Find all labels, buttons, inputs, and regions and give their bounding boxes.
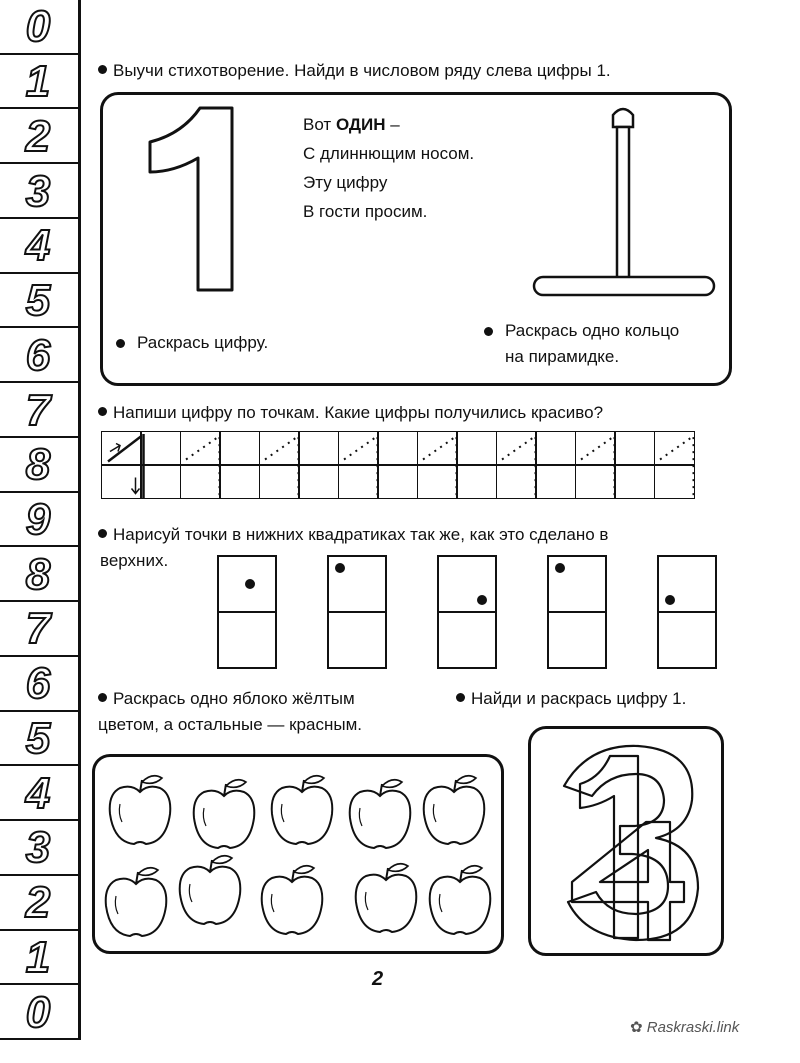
sample-dot [245,579,255,589]
apple [106,868,167,936]
strip-number[interactable]: 1 [25,57,51,107]
sample-dot [335,563,345,573]
bullet-icon [98,65,107,74]
strip-number[interactable]: 6 [25,659,51,709]
dot-squares[interactable] [218,556,718,671]
sample-digit-stroke [108,436,142,462]
dotted-digit-guide [660,436,694,497]
apples[interactable] [92,754,504,954]
strip-cell [0,657,78,712]
arrow-down-icon [132,478,140,494]
apple [430,866,491,934]
task-5-instruction: Найди и раскрась цифру 1. [456,686,686,712]
hidden-digit-one [580,756,638,938]
apple [272,776,333,844]
poem-line-4: В гости просим. [303,202,428,221]
pyramid-toy[interactable] [530,105,720,300]
sample-dot [555,563,565,573]
hidden-digit-three [564,746,698,940]
task-1-instruction: Выучи стихотворение. Найди в числовом ряду слева цифры 1. [98,58,611,84]
strip-number[interactable]: 7 [25,385,51,435]
poem-line-3: Эту цифру [303,173,388,192]
strip-number[interactable]: 4 [25,768,51,818]
strip-cell [0,876,78,931]
poem-line-2: С длиннющим носом. [303,144,475,163]
number-strip [0,0,81,1040]
strip-cell [0,438,78,493]
apple [350,780,411,848]
task-2-instruction: Напиши цифру по точкам. Какие цифры получились красиво? [98,400,603,426]
strip-number[interactable]: 1 [25,932,51,982]
hint-color-digit: Раскрась цифру. [116,330,268,356]
apple [180,856,241,924]
dotted-digit-guide [581,436,615,497]
sample-dot [665,595,675,605]
strip-number[interactable]: 5 [25,713,51,763]
strip-number[interactable]: 7 [25,604,51,654]
strip-cell [0,766,78,821]
arrow-up-right-icon [110,444,120,452]
dotted-digit-guide [502,436,536,497]
strip-number[interactable]: 8 [25,440,51,490]
hint-color-ring: Раскрась одно кольцо на пирамидке. [484,318,679,370]
strip-cell [0,493,78,548]
strip-cell [0,712,78,767]
apple [194,780,255,848]
poem-line-1: Вот ОДИН – [303,115,400,134]
strip-number[interactable]: 2 [25,878,51,928]
apple [262,866,323,934]
big-digit-one[interactable] [140,100,250,300]
strip-number[interactable]: 4 [25,221,51,271]
strip-cell [0,0,78,55]
strip-number[interactable]: 0 [25,987,51,1037]
sample-dot [477,595,487,605]
tracing-guides [102,432,722,502]
task-3-instruction: Нарисуй точки в нижних квадратиках так же, как это сделано в верхних. [100,525,609,570]
strip-cell [0,109,78,164]
bullet-icon [98,529,107,538]
strip-number[interactable]: 0 [25,2,51,52]
task-4-instruction: Раскрась одно яблоко жёлтым цветом, а остальные — красным. [98,689,362,734]
strip-cell [0,383,78,438]
dotted-digit-guide [186,436,220,497]
strip-cell [0,219,78,274]
apple [110,776,171,844]
apple [356,864,417,932]
bullet-icon [484,327,493,336]
strip-cell [0,547,78,602]
poem [303,110,474,226]
bullet-icon [98,693,107,702]
strip-cell [0,931,78,986]
watermark: ✿ Raskraski.link [630,1019,740,1036]
strip-cell [0,164,78,219]
strip-number[interactable]: 3 [25,166,51,216]
dotted-digit-guide [265,436,299,497]
pyramid-ring [534,277,714,295]
strip-cell [0,55,78,110]
strip-number[interactable]: 9 [25,494,51,544]
strip-cell [0,328,78,383]
strip-cell [0,985,78,1040]
strip-number[interactable]: 8 [25,549,51,599]
strip-cell [0,821,78,876]
strip-number[interactable]: 2 [25,111,51,161]
strip-number[interactable]: 5 [25,276,51,326]
strip-number[interactable]: 6 [25,330,51,380]
bullet-icon [456,693,465,702]
bullet-icon [116,339,125,348]
bullet-icon [98,407,107,416]
hidden-digits-picture[interactable] [528,726,724,956]
dotted-digit-guide [423,436,457,497]
dotted-digit-guide [344,436,378,497]
page-number: 2 [372,968,384,990]
strip-cell [0,274,78,329]
strip-number[interactable]: 3 [25,823,51,873]
apple [424,776,485,844]
strip-cell [0,602,78,657]
